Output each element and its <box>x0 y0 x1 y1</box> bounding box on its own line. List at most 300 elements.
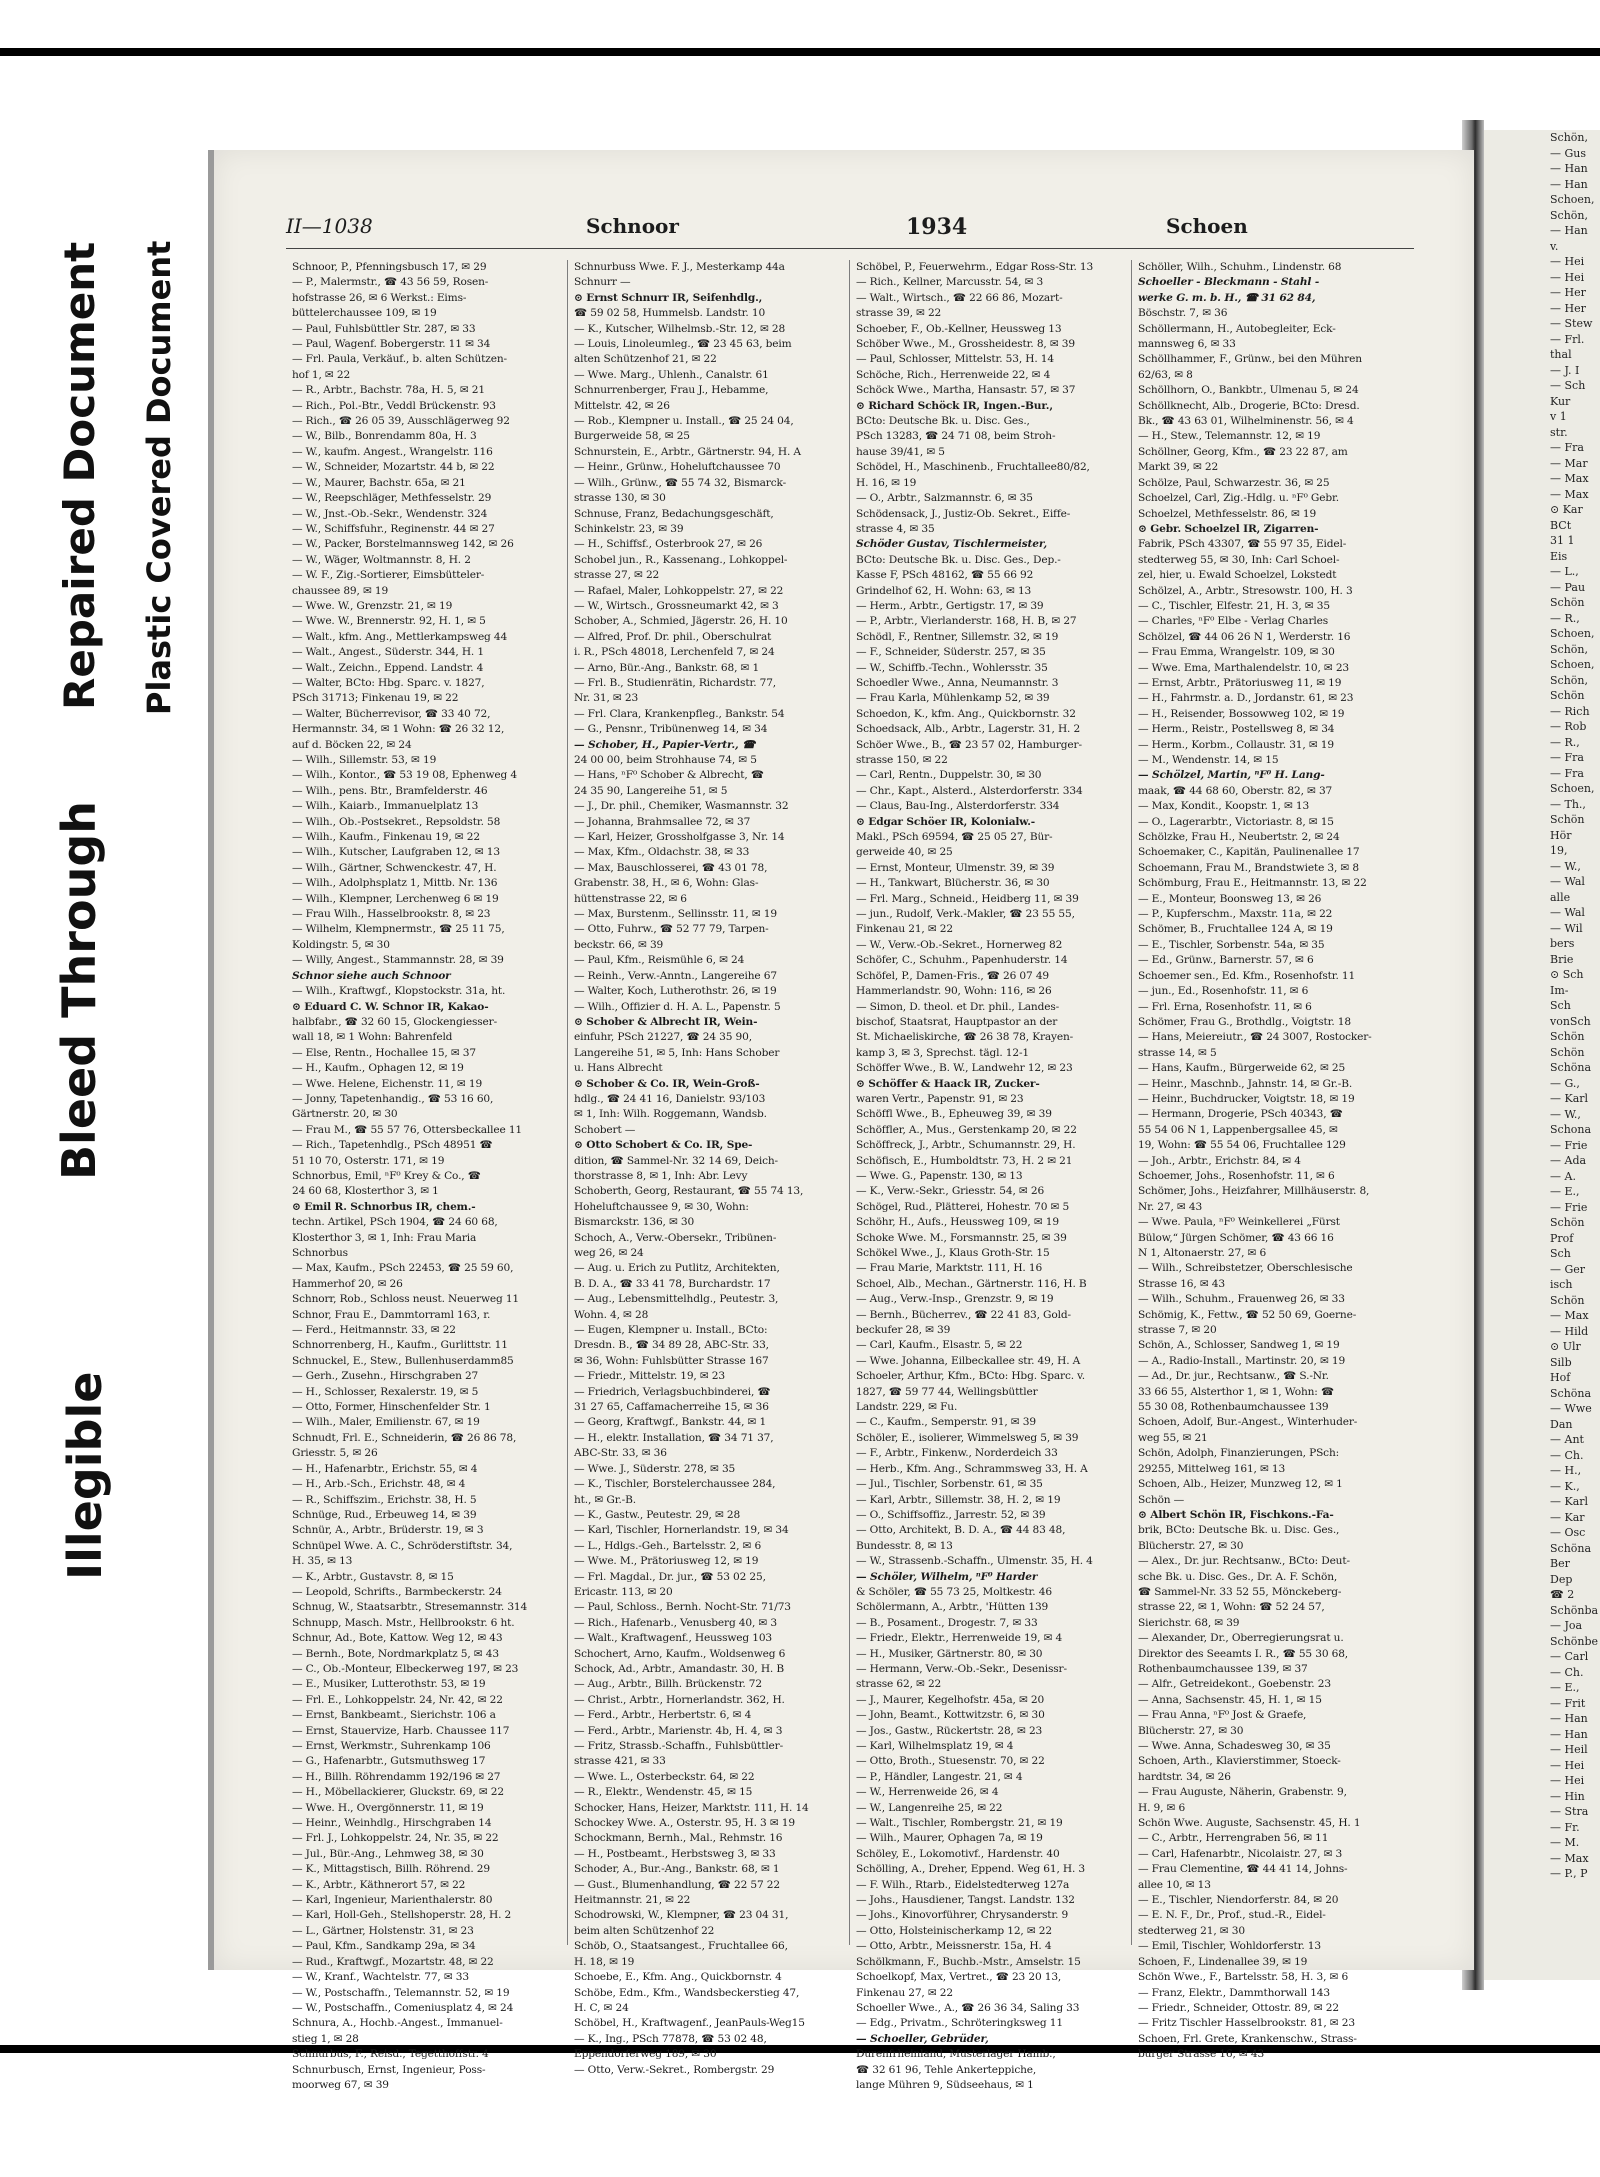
directory-entry-line: — Heinr., Grünw., Hoheluftchaussee 70 <box>574 461 781 474</box>
directory-entry-line: — K., Tischler, Borstelerchaussee 284, <box>574 1478 776 1491</box>
directory-entry-line: sche Bk. u. Disc. Ges., Dr. A. F. Schön, <box>1138 1570 1338 1583</box>
directory-entry-line: — Frau Anna, ⁿF⁰ Jost & Graefe, <box>1138 1709 1307 1722</box>
next-page-line: Schoen, <box>1550 193 1595 206</box>
next-page-line: Dep <box>1550 1572 1573 1586</box>
directory-entry-line: strasse 27, ✉ 22 <box>574 569 660 582</box>
next-page-line: — Max <box>1550 472 1589 485</box>
directory-entry-line: — Paul, Wagenf. Bobergerstr. 11 ✉ 34 <box>292 338 491 351</box>
directory-entry-line: 24 35 90, Langereihe 51, ✉ 5 <box>574 784 728 797</box>
next-page-line: Schona <box>1550 1123 1592 1136</box>
next-page-line: — Fra <box>1550 766 1584 780</box>
directory-entry-line: Schnur, Ad., Bote, Kattow. Weg 12, ✉ 43 <box>292 1632 503 1645</box>
directory-entry-line: — A., Radio-Install., Martinstr. 20, ✉ 19 <box>1138 1354 1346 1367</box>
directory-entry-line: — Wilh., Maler, Emilienstr. 67, ✉ 19 <box>292 1416 480 1429</box>
directory-entry-line: — W., Langenreihe 25, ✉ 22 <box>856 1801 1003 1814</box>
directory-entry-line: — Frl. E., Lohkoppelstr. 24, Nr. 42, ✉ 22 <box>292 1693 503 1706</box>
directory-entry-line: — P., Händler, Langestr. 21, ✉ 4 <box>856 1770 1023 1783</box>
directory-entry-line: — Wwe. J., Süderstr. 278, ✉ 35 <box>574 1462 736 1475</box>
directory-entry-line: Schömer, B., Fruchtallee 124 A, ✉ 19 <box>1138 923 1333 936</box>
directory-column <box>568 260 850 2076</box>
next-page-line: — Hild <box>1550 1324 1589 1338</box>
directory-entry-line: moorweg 67, ✉ 39 <box>292 2078 389 2091</box>
directory-column <box>1132 260 1414 2061</box>
directory-entry-line: Schoeller Wwe., A., ☎ 26 36 34, Saling 33 <box>856 2001 1080 2014</box>
header-year: 1934 <box>906 214 968 240</box>
directory-entry-line: — W., Postschaffn., Telemannstr. 52, ✉ 19 <box>292 1986 510 1999</box>
directory-entry-line: Schoen, Arth., Klavierstimmer, Stoeck- <box>1138 1755 1341 1768</box>
directory-entry-line: — O., Lagerarbtr., Victoriastr. 8, ✉ 15 <box>1138 815 1334 828</box>
directory-entry-line: Schoebe, E., Kfm. Ang., Quickbornstr. 4 <box>574 1971 782 1984</box>
next-page-line: Sch <box>1550 1247 1571 1260</box>
next-page-line: — Wal <box>1550 906 1585 919</box>
directory-entry-line: Schnorbus <box>292 1247 348 1259</box>
directory-entry-line: Griesstr. 5, ✉ 26 <box>292 1447 378 1460</box>
directory-entry-line: — jun., Rudolf, Verk.-Makler, ☎ 23 55 55, <box>856 908 1075 921</box>
directory-entry-line: Nr. 31, ✉ 23 <box>574 692 639 705</box>
directory-entry-line: stedterweg 21, ✉ 30 <box>1138 1924 1245 1937</box>
next-page-line: Schönba <box>1550 1603 1599 1617</box>
directory-entry-line: hdlg., ☎ 24 41 16, Danielstr. 93/103 <box>574 1092 766 1105</box>
next-page-line: — Frit <box>1550 1696 1586 1710</box>
directory-entry-line: ⊙ Schober & Co. IR, Wein-Groß- <box>574 1077 760 1090</box>
directory-entry-line: — Frl. B., Studienrätin, Richardstr. 77, <box>574 676 777 689</box>
directory-entry-line: Schnür, A., Arbtr., Brüderstr. 19, ✉ 3 <box>292 1524 484 1537</box>
directory-entry-line: Schöder Gustav, Tischlermeister, <box>856 538 1048 551</box>
next-page-line: — Stew <box>1550 317 1593 330</box>
directory-entry-line: — Wilh., Kutscher, Laufgraben 12, ✉ 13 <box>292 846 500 859</box>
directory-entry-line: — W., Kranf., Wachtelstr. 77, ✉ 33 <box>292 1971 469 1984</box>
directory-entry-line: weg 55, ✉ 21 <box>1138 1431 1208 1444</box>
directory-entry-line: — Ernst, Arbtr., Prätoriusweg 11, ✉ 19 <box>1138 676 1342 689</box>
directory-entry-line: büttelerchaussee 109, ✉ 19 <box>292 307 437 320</box>
next-page-line: Hof <box>1550 1371 1571 1384</box>
directory-entry-line: Schön Wwe. Auguste, Sachsenstr. 45, H. 1 <box>1138 1817 1361 1830</box>
directory-entry-line: — P., Malermstr., ☎ 43 56 59, Rosen- <box>292 276 489 289</box>
directory-entry-line: — Max, Kfm., Oldachstr. 38, ✉ 33 <box>574 846 750 859</box>
scan-border-top <box>0 48 1600 56</box>
directory-entry-line: techn. Artikel, PSch 1904, ☎ 24 60 68, <box>292 1216 498 1229</box>
directory-entry-line: — Aug., Lebensmittelhdlg., Peutestr. 3, <box>574 1293 779 1306</box>
directory-entry-line: halbfabr., ☎ 32 60 15, Glockengiesser- <box>292 1015 498 1028</box>
next-page-line: bers <box>1550 937 1575 950</box>
directory-entry-line: — Heinr., Buchdrucker, Voigtstr. 18, ✉ 19 <box>1138 1092 1355 1105</box>
directory-entry-line: Schoelzel, Methfesselstr. 86, ✉ 19 <box>1138 507 1317 520</box>
next-page-line: Brie <box>1550 952 1574 966</box>
directory-entry-line: Schoeller - Bleckmann - Stahl - <box>1138 276 1320 289</box>
next-page-line: — Her <box>1550 286 1586 299</box>
directory-entry-line: — Heinr., Maschnb., Jahnstr. 14, ✉ Gr.-B. <box>1138 1077 1353 1090</box>
directory-entry-line: — W., Schiffsfuhr., Reginenstr. 44 ✉ 27 <box>292 522 495 535</box>
directory-entry-line: — Frau Karla, Mühlenkamp 52, ✉ 39 <box>856 692 1050 705</box>
directory-entry-line: Schödensack, J., Justiz-Ob. Sekret., Eiffe- <box>856 507 1071 520</box>
directory-entry-line: Schnuse, Franz, Bedachungsgeschäft, <box>574 507 774 520</box>
directory-entry-line: Schoemer, Johs., Rosenhofstr. 11, ✉ 6 <box>1138 1169 1335 1182</box>
directory-entry-line: Landstr. 229, ✉ Fu. <box>856 1401 958 1414</box>
next-page-line: — P., P <box>1550 1867 1588 1880</box>
directory-entry-line: — Simon, D. theol. et Dr. phil., Landes- <box>856 1000 1060 1013</box>
directory-entry-line: — Frl. Magdal., Dr. jur., ☎ 53 02 25, <box>574 1570 766 1583</box>
directory-entry-line: Burgerweide 58, ✉ 25 <box>574 430 690 443</box>
next-page-line: — Joa <box>1550 1619 1583 1632</box>
next-page-line: Kur <box>1550 394 1571 408</box>
directory-entry-line: Schöllknecht, Alb., Drogerie, BCto: Dresd. <box>1138 399 1360 412</box>
directory-entry-line: hofstrasse 26, ✉ 6 Werkst.: Eims- <box>292 291 467 304</box>
next-page-line: Schön <box>1550 1045 1585 1059</box>
next-page-line: Schön <box>1550 1216 1585 1229</box>
directory-entry-line: — K., Gastw., Peutestr. 29, ✉ 28 <box>574 1508 741 1521</box>
directory-column <box>850 260 1132 2091</box>
directory-entry-line: Durenfrheinland, Musterlager Hamb., <box>856 2048 1056 2061</box>
directory-entry-line: Hoheluftchaussee 9, ✉ 30, Wohn: <box>574 1200 749 1213</box>
directory-entry-line: Eppendorferweg 189, ✉ 30 <box>574 2048 717 2061</box>
directory-entry-line: Schöfel, P., Damen-Fris., ☎ 26 07 49 <box>856 969 1049 982</box>
directory-entry-line: — Wilh., Kaiarb., Immanuelplatz 13 <box>292 800 479 813</box>
directory-entry-line: — Rud., Kraftwgf., Mozartstr. 48, ✉ 22 <box>292 1955 494 1968</box>
next-page-line: ☎ 2 <box>1550 1588 1575 1601</box>
directory-entry-line: — H., Arb.-Sch., Erichstr. 48, ✉ 4 <box>292 1478 466 1491</box>
next-page-line: — K., <box>1550 1479 1580 1493</box>
directory-entry-line: — Schober, H., Papier-Vertr., ☎ <box>574 738 756 751</box>
directory-entry-line: — John, Beamt., Kottwitzstr. 6, ✉ 30 <box>856 1709 1045 1722</box>
directory-entry-line: strasse 39, ✉ 22 <box>856 307 942 320</box>
directory-page <box>208 150 1474 2091</box>
page-header <box>286 208 1414 249</box>
directory-entry-line: — K., Ing., PSch 77878, ☎ 53 02 48, <box>574 2032 767 2045</box>
directory-entry-line: & Schöler, ☎ 55 73 25, Moltkestr. 46 <box>856 1585 1052 1598</box>
directory-entry-line: — Walt., Kraftwagenf., Heussweg 103 <box>574 1632 773 1645</box>
directory-entry-line: beckstr. 66, ✉ 39 <box>574 938 664 951</box>
directory-entry-line: — Wwe. M., Prätoriusweg 12, ✉ 19 <box>574 1555 759 1568</box>
directory-entry-line: Schoelkopf, Max, Vertret., ☎ 23 20 13, <box>856 1971 1062 1984</box>
directory-entry-line: — Carl, Kaufm., Elsastr. 5, ✉ 22 <box>856 1339 1023 1352</box>
directory-entry-line: — W., Strassenb.-Schaffn., Ulmenstr. 35, H. 4 <box>856 1555 1093 1568</box>
next-page-line: ⊙ Kar <box>1550 503 1583 516</box>
directory-entry-line: Bk., ☎ 43 63 01, Wilhelminenstr. 56, ✉ 4 <box>1138 415 1354 428</box>
directory-entry-line: — Anna, Sachsenstr. 45, H. 1, ✉ 15 <box>1138 1693 1322 1706</box>
directory-entry-line: — W., Verw.-Ob.-Sekret., Hornerweg 82 <box>856 938 1063 951</box>
directory-entry-line: — H., Tankwart, Blücherstr. 36, ✉ 30 <box>856 877 1050 890</box>
directory-entry-line: — Wilh., Gärtner, Schwenckestr. 47, H. <box>292 861 497 874</box>
next-page-line: Schoen, <box>1550 782 1595 795</box>
directory-entry-line: — H., Möbellackierer, Gluckstr. 69, ✉ 22 <box>292 1786 504 1799</box>
directory-entry-line: — Wwe. W., Brennerstr. 92, H. 1, ✉ 5 <box>292 615 486 628</box>
directory-entry-line: Schöer Wwe., B., ☎ 23 57 02, Hamburger- <box>856 738 1082 751</box>
directory-entry-line: H. C, ✉ 24 <box>574 2001 629 2014</box>
directory-entry-line: Schögel, Rud., Plätterei, Hohestr. 70 ✉ 5 <box>856 1200 1070 1213</box>
directory-entry-line: brik, BCto: Deutsche Bk. u. Disc. Ges., <box>1138 1524 1340 1537</box>
directory-entry-line: — Wilh., pens. Btr., Bramfelderstr. 46 <box>292 784 488 797</box>
directory-entry-line: — Wilh., Offizier d. H. A. L., Papenstr. 5 <box>574 1000 781 1013</box>
directory-entry-line: alten Schützenhof 21, ✉ 22 <box>574 353 717 366</box>
directory-entry-line: — Ernst, Werkmstr., Suhrenkamp 106 <box>292 1740 491 1752</box>
next-page-line: Schön, <box>1550 208 1588 222</box>
next-page-line: — Ger <box>1550 1262 1586 1276</box>
directory-entry-line: Schöbe, Edm., Kfm., Wandsbeckerstieg 47, <box>574 1986 800 1999</box>
directory-entry-line: — Gust., Blumenhandlung, ☎ 22 57 22 <box>574 1878 780 1891</box>
directory-entry-line: — Wilh., Klempner, Lerchenweg 6 ✉ 19 <box>292 892 499 905</box>
next-page-line: — Carl <box>1550 1650 1589 1663</box>
next-page-line: — Han <box>1550 224 1588 237</box>
directory-entry-line: strasse 130, ✉ 30 <box>574 492 666 505</box>
directory-entry-line: Schnuckel, E., Stew., Bullenhuserdamm85 <box>292 1354 514 1367</box>
directory-entry-line: — Chr., Kapt., Alsterd., Alsterdorferstr. 334 <box>856 784 1083 797</box>
directory-entry-line: — Frl. Clara, Krankenpfleg., Bankstr. 54 <box>574 707 785 720</box>
directory-entry-line: — Johs., Kinovorführer, Chrysanderstr. 9 <box>856 1909 1069 1922</box>
directory-entry-line: Langereihe 51, ✉ 5, Inh: Hans Schober <box>574 1046 780 1059</box>
directory-entry-line: ⊙ Schober & Albrecht IR, Wein- <box>574 1015 758 1028</box>
directory-entry-line: — Wilh., Ob.-Postsekret., Repsoldstr. 58 <box>292 815 501 828</box>
directory-entry-line: — Aug., Arbtr., Billh. Brückenstr. 72 <box>574 1678 762 1691</box>
directory-entry-line: — Wwe. W., Grenzstr. 21, ✉ 19 <box>292 599 453 612</box>
directory-entry-line: — Walt., Wirtsch., ☎ 22 66 86, Mozart- <box>856 291 1063 304</box>
next-page-line: — Ch. <box>1550 1448 1584 1462</box>
directory-entry-line: — W., Jnst.-Ob.-Sekr., Wendenstr. 324 <box>292 507 488 520</box>
directory-entry-line: — Frau Wilh., Hasselbrookstr. 8, ✉ 23 <box>292 908 491 921</box>
directory-entry-line: strasse 421, ✉ 33 <box>574 1755 666 1768</box>
directory-column <box>286 260 568 2091</box>
directory-entry-line: — K., Mittagstisch, Billh. Röhrend. 29 <box>292 1863 490 1876</box>
next-page-line: Schönbe <box>1550 1634 1599 1648</box>
next-page-line: — Mar <box>1550 456 1588 470</box>
directory-entry-line: — Louis, Linoleumleg., ☎ 23 45 63, beim <box>574 338 792 351</box>
directory-entry-line: ✉ 1, Inh: Wilh. Roggemann, Wandsb. <box>574 1108 767 1121</box>
directory-entry-line: gerweide 40, ✉ 25 <box>856 846 953 859</box>
directory-entry-line: Schökel Wwe., J., Klaus Groth-Str. 15 <box>856 1247 1050 1259</box>
directory-entry-line: — H., Fahrmstr. a. D., Jordanstr. 61, ✉ 23 <box>1138 692 1354 705</box>
directory-entry-line: hardtstr. 34, ✉ 26 <box>1138 1770 1231 1783</box>
directory-entry-line: — W., Bilb., Bonrendamm 80a, H. 3 <box>292 430 477 443</box>
directory-entry-line: — Leopold, Schrifts., Barmbeckerstr. 24 <box>292 1585 502 1598</box>
directory-entry-line: Schöffer Wwe., B. W., Landwehr 12, ✉ 23 <box>856 1062 1073 1075</box>
directory-entry-line: — Wilh., Kraftwgf., Klopstockstr. 31a, ht. <box>292 985 506 998</box>
directory-entry-line: — W., Postschaffn., Comeniusplatz 4, ✉ 24 <box>292 2001 514 2014</box>
directory-entry-line: Schnurbuss Wwe. F. J., Mesterkamp 44a <box>574 261 785 273</box>
directory-entry-line: Schnupp, Masch. Mstr., Hellbrookstr. 6 ht. <box>292 1616 515 1629</box>
next-page-line: Hör <box>1550 828 1572 842</box>
next-page-line: — Ant <box>1550 1433 1584 1446</box>
next-page-line: — R., <box>1550 611 1580 625</box>
next-page-line: v. <box>1550 239 1559 253</box>
next-page-line: — Frie <box>1550 1138 1588 1152</box>
directory-entry-line: Schnurbusch, Ernst, Ingenieur, Poss- <box>292 2063 486 2076</box>
directory-entry-line: B. D. A., ☎ 33 41 78, Burchardstr. 17 <box>574 1277 771 1290</box>
label-bleed-through: Bleed Through <box>52 800 106 1180</box>
next-page-line: — Her <box>1550 301 1586 315</box>
directory-entry-line: H. 16, ✉ 19 <box>856 476 917 489</box>
directory-entry-line: Bismarckstr. 136, ✉ 30 <box>574 1216 695 1229</box>
directory-entry-line: — jun., Ed., Rosenhofstr. 11, ✉ 6 <box>1138 985 1309 998</box>
directory-entry-line: — K., Verw.-Sekr., Griesstr. 54, ✉ 26 <box>856 1185 1045 1198</box>
directory-entry-line: Schnorr, Rob., Schloss neust. Neuerweg 11 <box>292 1293 520 1306</box>
directory-entry-line: — Max, Burstenm., Sellinsstr. 11, ✉ 19 <box>574 908 777 921</box>
directory-entry-line: Kasse F, PSch 48162, ☎ 55 66 92 <box>856 569 1034 582</box>
next-page-line: ⊙ Sch <box>1550 968 1584 981</box>
next-page-line: Schön <box>1550 689 1585 702</box>
directory-entry-line: — Wilh., Maurer, Ophagen 7a, ✉ 19 <box>856 1832 1043 1845</box>
directory-entry-line: einfuhr, PSch 21227, ☎ 24 35 90, <box>574 1031 752 1044</box>
directory-entry-line: Schoder, A., Bur.-Ang., Bankstr. 68, ✉ 1 <box>574 1863 780 1876</box>
directory-entry-line: werke G. m. b. H., ☎ 31 62 84, <box>1138 291 1316 304</box>
directory-entry-line: Schölzel, ☎ 44 06 26 N 1, Werderstr. 16 <box>1138 630 1351 643</box>
directory-entry-line: ⊙ Otto Schobert & Co. IR, Spe- <box>574 1139 753 1152</box>
directory-entry-line: — R., Arbtr., Bachstr. 78a, H. 5, ✉ 21 <box>292 384 485 397</box>
directory-entry-line: — Reinh., Verw.-Anntn., Langereihe 67 <box>574 969 777 982</box>
directory-entry-line: — Walter, BCto: Hbg. Sparc. v. 1827, <box>292 676 485 689</box>
directory-entry-line: — Karl, Holl-Geh., Stellshoperstr. 28, H. 2 <box>292 1909 512 1922</box>
directory-entry-line: — Wilh., Adolphsplatz 1, Mittb. Nr. 136 <box>292 877 498 890</box>
directory-entry-line: Schoedler Wwe., Anna, Neumannstr. 3 <box>856 676 1059 689</box>
directory-entry-line: — H., Postbeamt., Herbstsweg 3, ✉ 33 <box>574 1847 776 1860</box>
directory-entry-line: — Frau Auguste, Näherin, Grabenstr. 9, <box>1138 1786 1347 1799</box>
next-page-line: — Han <box>1550 162 1588 175</box>
next-page-line: — Karl <box>1550 1092 1589 1105</box>
directory-entry-line: u. Hans Albrecht <box>574 1062 663 1075</box>
directory-entry-line: Hermannstr. 34, ✉ 1 Wohn: ☎ 26 32 12, <box>292 723 505 736</box>
directory-entry-line: — Wilh., Sillemstr. 53, ✉ 19 <box>292 754 437 766</box>
directory-entry-line: BCto: Deutsche Bk. u. Disc. Ges., <box>856 415 1030 428</box>
directory-entry-line: — Alex., Dr. jur. Rechtsanw., BCto: Deut- <box>1138 1555 1350 1568</box>
next-page-line: — Han <box>1550 177 1588 191</box>
directory-entry-line: — E., Tischler, Niendorferstr. 84, ✉ 20 <box>1138 1894 1339 1907</box>
directory-entry-line: 24 60 68, Klosterthor 3, ✉ 1 <box>292 1185 439 1198</box>
directory-entry-line: Strasse 16, ✉ 43 <box>1138 1277 1225 1290</box>
directory-columns <box>286 260 1414 2091</box>
directory-entry-line: mannsweg 6, ✉ 33 <box>1138 338 1236 351</box>
next-page-line: — Osc <box>1550 1526 1586 1539</box>
next-page-line: — Wal <box>1550 875 1585 888</box>
directory-entry-line: — Otto, Verw.-Sekret., Rombergstr. 29 <box>574 2063 775 2076</box>
next-page-line: — Gus <box>1550 146 1587 160</box>
directory-entry-line: Schölermann, A., Arbtr., 'Hütten 139 <box>856 1601 1049 1614</box>
directory-entry-line: — E., Monteur, Boonsweg 13, ✉ 26 <box>1138 892 1322 905</box>
directory-entry-line: — W., Wäger, Woltmannstr. 8, H. 2 <box>292 553 471 566</box>
directory-entry-line: Nr. 27, ✉ 43 <box>1138 1200 1203 1213</box>
directory-entry-line: — M., Wendenstr. 14, ✉ 15 <box>1138 754 1279 766</box>
directory-entry-line: — W., Herrenweide 26, ✉ 4 <box>856 1786 999 1799</box>
next-page-line: — Karl <box>1550 1495 1589 1508</box>
directory-entry-line: — H., Reisender, Bossowweg 102, ✉ 19 <box>1138 707 1345 720</box>
directory-entry-line: — Paul, Schlosser, Mittelstr. 53, H. 14 <box>856 353 1054 366</box>
directory-entry-line: Schnura, A., Hochb.-Angest., Immanuel- <box>292 2017 503 2030</box>
directory-entry-line: PSch 13283, ☎ 24 71 08, beim Stroh- <box>856 430 1056 443</box>
next-page-line: Schön, <box>1550 131 1588 144</box>
directory-entry-line: — K., Arbtr., Käthnerort 57, ✉ 22 <box>292 1878 466 1891</box>
directory-entry-line: — Else, Rentn., Hochallee 15, ✉ 37 <box>292 1046 476 1059</box>
next-page-line: alle <box>1550 890 1571 904</box>
next-page-line: — L., <box>1550 565 1579 578</box>
directory-entry-line: — C., Tischler, Elfestr. 21, H. 3, ✉ 35 <box>1138 599 1330 612</box>
next-page-line: — G., <box>1550 1076 1580 1090</box>
directory-entry-line: — Ferd., Arbtr., Herbertstr. 6, ✉ 4 <box>574 1709 752 1722</box>
directory-entry-line: Schoberth, Georg, Restaurant, ☎ 55 74 13, <box>574 1185 804 1198</box>
next-page-line: thal <box>1550 348 1572 361</box>
directory-entry-line: — Friedr., Elektr., Herrenweide 19, ✉ 4 <box>856 1632 1063 1645</box>
directory-entry-line: Schömer, Frau G., Brothdlg., Voigtstr. 18 <box>1138 1015 1351 1028</box>
next-page-line: — Wil <box>1550 921 1583 935</box>
directory-entry-line: — Wilh., Kontor., ☎ 53 19 08, Ephenweg 4 <box>292 769 517 782</box>
directory-entry-line: Schölze, Paul, Schwarzestr. 36, ✉ 25 <box>1138 476 1330 489</box>
next-page-line: — Pau <box>1550 580 1586 594</box>
directory-entry-line: — Carl, Hafenarbtr., Nicolaistr. 27, ✉ 3 <box>1138 1847 1343 1860</box>
directory-entry-line: 51 10 70, Osterstr. 171, ✉ 19 <box>292 1154 445 1167</box>
directory-entry-line: Schöllermann, H., Autobegleiter, Eck- <box>1138 322 1336 335</box>
directory-entry-line: Schöffler, A., Mus., Gerstenkamp 20, ✉ 22 <box>856 1123 1077 1136</box>
label-plastic-covered: Plastic Covered Document <box>140 240 178 715</box>
next-page-line: — Hei <box>1550 270 1585 284</box>
directory-entry-line: 55 54 06 N 1, Lappenbergsallee 45, ✉ <box>1138 1123 1338 1136</box>
next-page-line: vonSch <box>1550 1014 1591 1028</box>
next-page-line: — Kar <box>1550 1510 1585 1524</box>
directory-entry-line: Schöllhorn, O., Bankbtr., Ulmenau 5, ✉ 24 <box>1138 384 1359 397</box>
directory-entry-line: Schöley, E., Lokomotivf., Hardenstr. 40 <box>856 1847 1060 1860</box>
directory-entry-line: — W. F., Zig.-Sortierer, Eimsbütteler- <box>292 569 485 582</box>
directory-entry-line: Schoedon, K., kfm. Ang., Quickbornstr. 32 <box>856 707 1076 720</box>
next-page-line: — Han <box>1550 1727 1588 1741</box>
directory-entry-line: Blücherstr. 27, ✉ 30 <box>1138 1539 1244 1552</box>
next-page-line: Schön <box>1550 596 1585 609</box>
directory-entry-line: ⊙ Richard Schöck IR, Ingen.-Bur., <box>856 399 1053 412</box>
directory-entry-line: — Walter, Koch, Lutherothstr. 26, ✉ 19 <box>574 985 777 998</box>
directory-entry-line: hof 1, ✉ 22 <box>292 368 351 381</box>
directory-entry-line: Schockmann, Bernh., Mal., Rehmstr. 16 <box>574 1832 783 1845</box>
directory-entry-line: — Georg, Kraftwgf., Bankstr. 44, ✉ 1 <box>574 1416 767 1429</box>
directory-entry-line: Bülow,“ Jürgen Schömer, ☎ 43 66 16 <box>1138 1231 1334 1244</box>
directory-entry-line: Direktor des Seeamts I. R., ☎ 55 30 68, <box>1138 1647 1349 1660</box>
directory-entry-line: 55 30 08, Rothenbaumchaussee 139 <box>1138 1401 1329 1414</box>
directory-entry-line: H. 35, ✉ 13 <box>292 1555 353 1568</box>
directory-entry-line: — Ernst, Bankbeamt., Sierichstr. 106 a <box>292 1709 496 1722</box>
directory-entry-line: Schömer, Johs., Heizfahrer, Millhäuserstr. 8, <box>1138 1185 1370 1198</box>
directory-entry-line: burger Strasse 16, ✉ 43 <box>1138 2048 1265 2061</box>
directory-entry-line: — W., Schneider, Mozartstr. 44 b, ✉ 22 <box>292 461 495 474</box>
directory-entry-line: — Ernst, Monteur, Ulmenstr. 39, ✉ 39 <box>856 861 1055 874</box>
directory-entry-line: — Otto, Former, Hinschenfelder Str. 1 <box>292 1401 491 1414</box>
next-page-line: — Max <box>1550 487 1589 501</box>
directory-entry-line: — R., Elektr., Wendenstr. 45, ✉ 15 <box>574 1786 753 1799</box>
directory-entry-line: — Fritz, Strassb.-Schaffn., Fuhlsbüttler- <box>574 1740 784 1752</box>
next-page-line: — J. I <box>1550 363 1580 377</box>
next-page-line: str. <box>1550 425 1568 439</box>
directory-entry-line: — Johanna, Brahmsallee 72, ✉ 37 <box>574 815 751 828</box>
directory-entry-line: Sierichstr. 68, ✉ 39 <box>1138 1616 1240 1629</box>
directory-entry-line: Schöck Wwe., Martha, Hansastr. 57, ✉ 37 <box>856 384 1076 397</box>
directory-entry-line: Blücherstr. 27, ✉ 30 <box>1138 1724 1244 1737</box>
directory-entry-line: — Hermann, Verw.-Ob.-Sekr., Desenissr- <box>856 1662 1067 1675</box>
next-page-line: ⊙ Ulr <box>1550 1340 1581 1353</box>
directory-entry-line: — Frl. Paula, Verkäuf., b. alten Schützen- <box>292 353 507 366</box>
directory-entry-line: — Paul, Kfm., Reismühle 6, ✉ 24 <box>574 954 745 967</box>
next-page-line: — Fra <box>1550 751 1584 764</box>
next-page-line: — W., <box>1550 859 1581 873</box>
directory-entry-line: — Hans, ⁿF⁰ Schober & Albrecht, ☎ <box>574 769 764 782</box>
header-first-entry: Schnoor <box>586 214 679 238</box>
directory-entry-line: Schnurrenberger, Frau J., Hebamme, <box>574 384 769 397</box>
directory-entry-line: — Carl, Rentn., Duppelstr. 30, ✉ 30 <box>856 769 1042 782</box>
next-page-line: Schöna <box>1550 1061 1592 1074</box>
next-page-line: — Max <box>1550 1309 1589 1322</box>
directory-entry-line: — R., Schiffszim., Erichstr. 38, H. 5 <box>292 1493 477 1506</box>
directory-entry-line: — Wilh., Schreibstetzer, Oberschlesische <box>1138 1262 1353 1275</box>
directory-entry-line: Finkenau 21, ✉ 22 <box>856 923 953 936</box>
directory-entry-line: — E., Tischler, Sorbenstr. 54a, ✉ 35 <box>1138 938 1325 951</box>
directory-entry-line: — Otto, Broth., Stuesenstr. 70, ✉ 22 <box>856 1755 1045 1768</box>
directory-entry-line: — Alfred, Prof. Dr. phil., Oberschulrat <box>574 630 772 643</box>
directory-entry-line: Schöllner, Georg, Kfm., ☎ 23 22 87, am <box>1138 445 1348 458</box>
directory-entry-line: — Otto, Holsteinischerkamp 12, ✉ 22 <box>856 1924 1052 1937</box>
next-page-line: — Ch. <box>1550 1665 1584 1679</box>
directory-entry-line: — Frau Marie, Marktstr. 111, H. 16 <box>856 1262 1043 1275</box>
directory-entry-line: — Wilh., Kaufm., Finkenau 19, ✉ 22 <box>292 831 480 844</box>
